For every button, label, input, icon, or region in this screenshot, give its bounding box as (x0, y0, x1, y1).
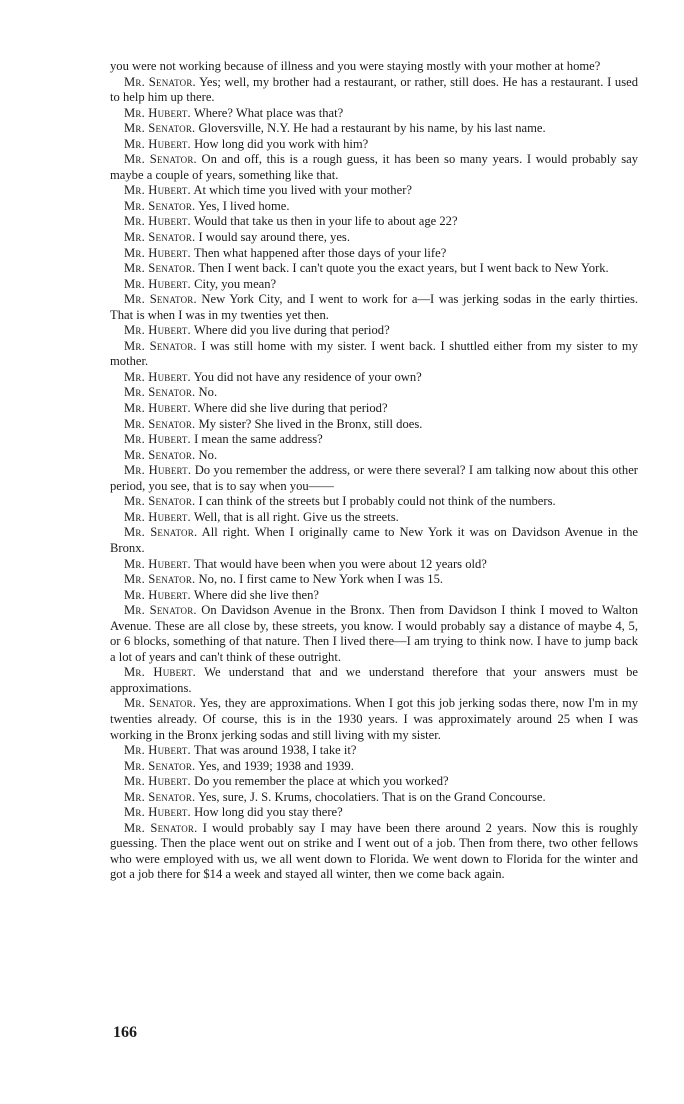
testimony-text: At which time you lived with your mother? (193, 183, 412, 198)
testimony-paragraph (110, 214, 638, 230)
speaker-label: Mr. Hubert. (124, 587, 191, 602)
speaker-label: Mr. Senator. (124, 525, 198, 540)
testimony-paragraph (110, 696, 638, 743)
testimony-paragraph (110, 448, 638, 464)
testimony-text: Gloversville, N.Y. He had a restaurant by his name, by his last name. (198, 121, 546, 136)
testimony-paragraph (110, 821, 638, 883)
testimony-paragraph (110, 183, 638, 199)
testimony-paragraph (110, 603, 638, 665)
speaker-label: Mr. Senator. (124, 385, 196, 400)
speaker-label: Mr. Senator. (124, 198, 196, 213)
testimony-text: Yes, sure, J. S. Krums, chocolatiers. That is on the Grand Concourse. (198, 789, 546, 804)
speaker-label: Mr. Senator. (124, 338, 197, 353)
speaker-label: Mr. Hubert. (124, 556, 191, 571)
testimony-text: Then what happened after those days of your life? (193, 245, 447, 260)
transcript-body (110, 59, 638, 883)
testimony-paragraph (110, 121, 638, 137)
testimony-paragraph (110, 385, 638, 401)
speaker-label: Mr. Senator. (124, 261, 196, 276)
testimony-paragraph (110, 199, 638, 215)
speaker-label: Mr. Hubert. (124, 136, 191, 151)
speaker-label: Mr. Senator. (124, 572, 196, 587)
testimony-paragraph (110, 230, 638, 246)
speaker-label: Mr. Senator. (124, 603, 197, 618)
speaker-label: Mr. Hubert. (124, 245, 191, 260)
speaker-label: Mr. Hubert. (124, 183, 191, 198)
speaker-label: Mr. Hubert. (124, 105, 191, 120)
testimony-text: Yes; well, my brother had a restaurant, or rather, still does. He has a restaurant. I used to help him up there. (110, 74, 639, 105)
testimony-text: Where did she live then? (193, 587, 320, 602)
testimony-paragraph (110, 277, 638, 293)
speaker-label: Mr. Senator. (124, 230, 196, 245)
testimony-paragraph (110, 572, 638, 588)
testimony-text: I mean the same address? (194, 432, 323, 447)
speaker-label: Mr. Hubert. (124, 369, 191, 384)
testimony-paragraph (110, 790, 638, 806)
testimony-paragraph (110, 759, 638, 775)
transcript-page (110, 59, 638, 883)
speaker-label: Mr. Hubert. (124, 276, 191, 291)
page-number: 166 (113, 1024, 137, 1041)
testimony-text: Yes, and 1939; 1938 and 1939. (198, 758, 354, 773)
testimony-paragraph (110, 152, 638, 183)
testimony-text: How long did you stay there? (194, 805, 343, 820)
speaker-label: Mr. Hubert. (124, 323, 191, 338)
testimony-text: Well, that is all right. Give us the streets. (193, 509, 399, 524)
testimony-text: That would have been when you were about 12 years old? (193, 556, 487, 571)
testimony-text: On Davidson Avenue in the Bronx. Then from Davidson I think I moved to Walton Avenue. These are all close by, these streets, you know. I would probably say a distance of maybe 4, 5, or 6 blocks, something of that nature. Then I lived there—I am trying to think now. I have to jump back a lot of years and can't think of these outright. (110, 603, 638, 664)
testimony-text: All right. When I originally came to New York it was on Davidson Avenue in the Bronx. (110, 525, 638, 555)
testimony-text: New York City, and I went to work for a—I was jerking sodas in the early thirties. That is when I was in my twenties yet then. (110, 292, 639, 322)
testimony-paragraph (110, 743, 638, 759)
testimony-text: I can think of the streets but I probably could not think of the numbers. (198, 494, 556, 509)
testimony-text: No, no. I first came to New York when I was 15. (198, 572, 444, 587)
testimony-paragraph (110, 246, 638, 262)
speaker-label: Mr. Senator. (124, 292, 197, 307)
speaker-label: Mr. Hubert. (124, 463, 192, 478)
testimony-paragraph (110, 774, 638, 790)
testimony-text: We understand that and we understand therefore that your answers must be approximations. (110, 665, 639, 695)
testimony-paragraph (110, 59, 638, 75)
testimony-paragraph (110, 557, 638, 573)
testimony-text: Do you remember the place at which you worked? (194, 774, 449, 789)
speaker-label: Mr. Senator. (124, 74, 196, 89)
testimony-text: Where? What place was that? (193, 105, 344, 120)
speaker-label: Mr. Hubert. (124, 665, 197, 680)
testimony-text: Do you remember the address, or were there several? I am talking now about this other period, you see, that is to say when you—— (110, 463, 639, 493)
testimony-text: I would say around there, yes. (198, 230, 350, 245)
testimony-paragraph (110, 75, 638, 106)
testimony-paragraph (110, 525, 638, 556)
testimony-text: You did not have any residence of your own? (193, 369, 422, 384)
testimony-paragraph (110, 432, 638, 448)
testimony-text: you were not working because of illness and you were staying mostly with your mother at home? (110, 59, 601, 73)
testimony-text: I was still home with my sister. I went back. I shuttled either from my sister to my mother. (110, 338, 638, 369)
testimony-text: Would that take us then in your life to about age 22? (193, 214, 458, 229)
testimony-text: Where did you live during that period? (193, 323, 390, 338)
testimony-text: Yes, they are approximations. When I got this job jerking sodas there, now I'm in my twenties already. Of course, this is in the 1930 years. I was approximately around 25 when I was working in the Bronx jerking sodas and still living with my sister. (110, 696, 639, 742)
speaker-label: Mr. Hubert. (124, 743, 191, 758)
speaker-label: Mr. Senator. (124, 820, 198, 835)
speaker-label: Mr. Hubert. (124, 805, 191, 820)
testimony-text: City, you mean? (194, 276, 277, 291)
testimony-text: No. (198, 385, 218, 400)
testimony-paragraph (110, 106, 638, 122)
testimony-paragraph (110, 261, 638, 277)
testimony-text: I would probably say I may have been there around 2 years. Now this is roughly guessing. Then the place went out on strike and I went out of a job. Then from there, two other fellows who were employed with us, we all went down to Florida. We went down to Florida for the winter and got a job there for $14 a week and stayed all winter, then we come back again. (110, 820, 638, 882)
testimony-paragraph (110, 510, 638, 526)
speaker-label: Mr. Hubert. (124, 432, 191, 447)
speaker-label: Mr. Senator. (124, 416, 196, 431)
testimony-paragraph (110, 292, 638, 323)
testimony-text: That was around 1938, I take it? (193, 743, 357, 758)
testimony-paragraph (110, 463, 638, 494)
speaker-label: Mr. Hubert. (124, 774, 191, 789)
testimony-text: How long did you work with him? (194, 136, 369, 151)
speaker-label: Mr. Senator. (124, 447, 196, 462)
speaker-label: Mr. Hubert. (124, 401, 191, 416)
testimony-paragraph (110, 494, 638, 510)
testimony-text: My sister? She lived in the Bronx, still does. (198, 416, 423, 431)
testimony-paragraph (110, 323, 638, 339)
testimony-paragraph (110, 339, 638, 370)
testimony-paragraph (110, 401, 638, 417)
speaker-label: Mr. Senator. (124, 696, 197, 711)
testimony-text: No. (198, 447, 218, 462)
speaker-label: Mr. Hubert. (124, 509, 191, 524)
speaker-label: Mr. Senator. (124, 494, 196, 509)
testimony-text: Yes, I lived home. (198, 198, 290, 213)
testimony-paragraph (110, 417, 638, 433)
testimony-text: Where did she live during that period? (193, 401, 388, 416)
testimony-paragraph (110, 588, 638, 604)
speaker-label: Mr. Senator. (124, 789, 196, 804)
testimony-paragraph (110, 137, 638, 153)
speaker-label: Mr. Senator. (124, 152, 197, 167)
testimony-paragraph (110, 805, 638, 821)
speaker-label: Mr. Senator. (124, 121, 196, 136)
speaker-label: Mr. Hubert. (124, 214, 191, 229)
testimony-text: On and off, this is a rough guess, it has been so many years. I would probably say maybe a couple of years, something like that. (110, 152, 639, 182)
testimony-paragraph (110, 665, 638, 696)
testimony-text: Then I went back. I can't quote you the exact years, but I went back to New York. (198, 261, 609, 276)
testimony-paragraph (110, 370, 638, 386)
speaker-label: Mr. Senator. (124, 758, 196, 773)
